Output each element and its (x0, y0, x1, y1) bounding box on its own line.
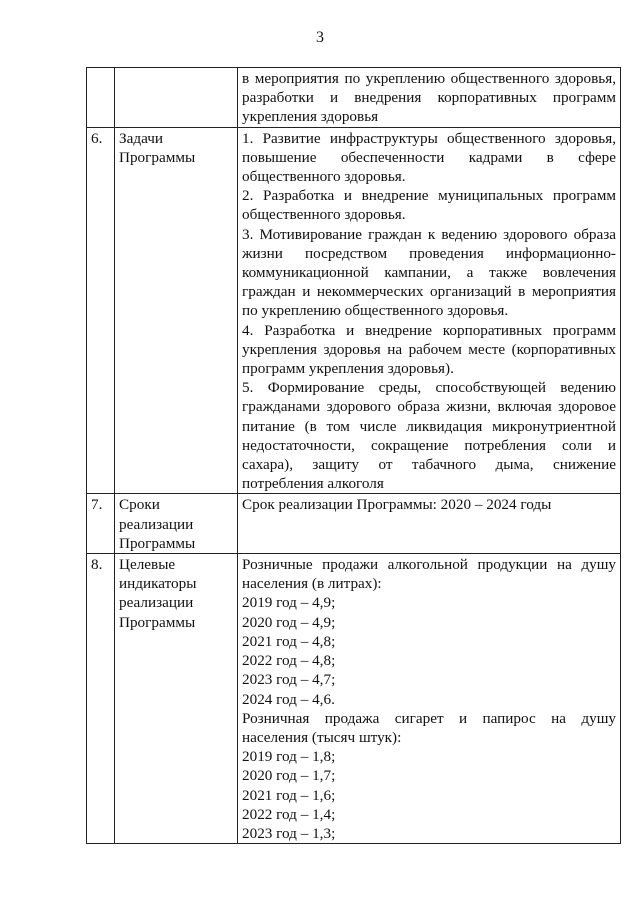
row-number-cell: 6. (87, 127, 115, 494)
content-paragraph: в мероприятия по укреплению общественного здоровья, разработки и внедрения корпоративных программ укрепления здоровья (242, 70, 616, 126)
indicator-value: 2023 год – 4,7; (242, 671, 336, 689)
indicator-value: 2023 год – 1,3; (242, 824, 336, 842)
indicator-value: 2019 год – 4,9; (242, 594, 336, 612)
content-paragraph: 4. Разработка и внедрение корпоративных программ укрепления здоровья на рабочем месте (корпоративных программ укрепления здоровья). (242, 321, 616, 378)
indicator-value: 2022 год – 1,4; (242, 805, 336, 823)
row-content-cell (238, 127, 621, 494)
program-passport-table (86, 67, 621, 844)
indicator-value: 2020 год – 4,9; (242, 613, 336, 631)
row-number-cell: 8. (87, 554, 115, 844)
content-paragraph: Розничные продажи алкогольной продукции на душу населения (в литрах): (242, 556, 616, 593)
indicator-value: 2021 год – 4,8; (242, 632, 336, 650)
content-paragraph: 2. Разработка и внедрение муниципальных программ общественного здоровья. (242, 187, 616, 224)
indicator-value: 2021 год – 1,6; (242, 786, 336, 804)
indicator-value: 2024 год – 4,6. (242, 690, 335, 708)
row-content-cell (238, 494, 621, 554)
table-row-indicators (87, 554, 621, 844)
row-number-cell: 7. (87, 494, 115, 554)
content-paragraph: Срок реализации Программы: 2020 – 2024 годы (242, 496, 552, 514)
indicator-value: 2020 год – 1,7; (242, 767, 336, 785)
page-number: 3 (316, 29, 324, 46)
content-paragraph: Розничная продажа сигарет и папирос на душу населения (тысяч штук): (242, 709, 616, 746)
row-label-cell: Задачи Программы (115, 127, 238, 494)
content-paragraph: 3. Мотивирование граждан к ведению здорового образа жизни посредством проведения информационно-коммуникационной кампании, а также вовлечения граждан и некоммерческих организаций в мероприятия по укреплению общественного здоровья. (242, 225, 616, 320)
row-content-cell (238, 68, 621, 128)
indicator-value: 2019 год – 1,8; (242, 748, 336, 766)
table-row-tasks (87, 127, 621, 494)
content-paragraph: 5. Формирование среды, способствующей ведению гражданами здорового образа жизни, включая здоровое питание (в том числе ликвидация микронутриентной недостаточности, сокращение потребления соли и сахара), защиту от табачного дыма, снижение потребления алкоголя (242, 379, 616, 493)
table-row-continuation (87, 68, 621, 128)
indicator-value: 2022 год – 4,8; (242, 652, 336, 670)
row-number-cell (87, 68, 115, 128)
row-label-cell: Сроки реализации Программы (115, 494, 238, 554)
row-label-cell (115, 68, 238, 128)
row-label-cell: Целевые индикаторы реализации Программы (115, 554, 238, 844)
row-content-cell (238, 554, 621, 844)
content-paragraph: 1. Развитие инфраструктуры общественного здоровья, повышение обеспеченности кадрами в сфере общественного здоровья. (242, 129, 616, 186)
table-row-timeline (87, 494, 621, 554)
